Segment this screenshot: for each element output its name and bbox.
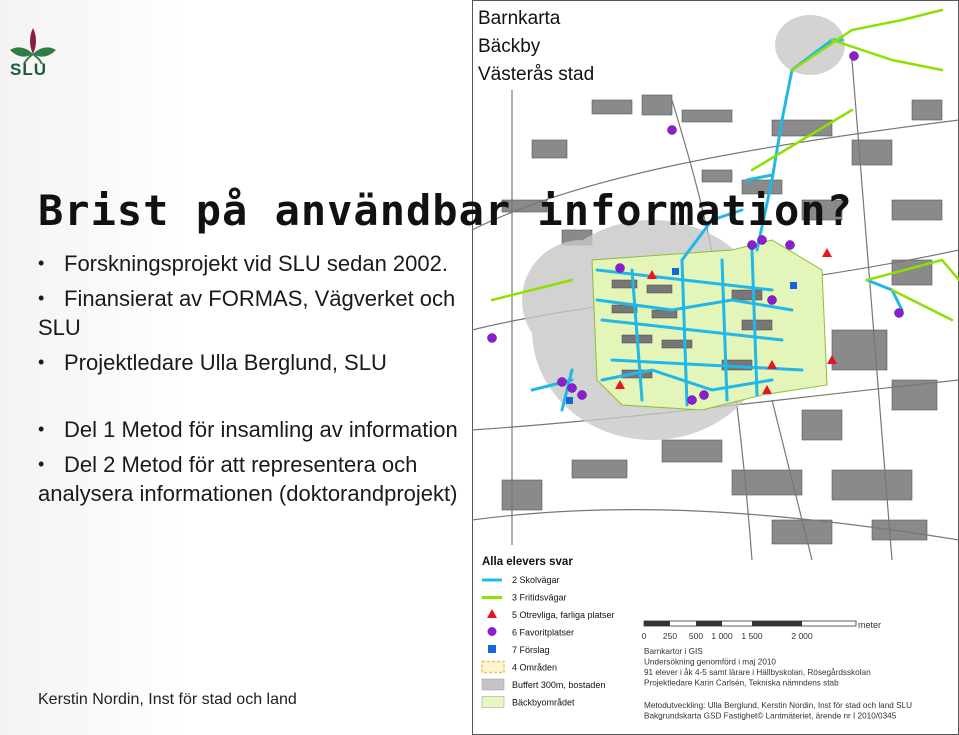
- legend-label: Buffert 300m, bostaden: [512, 680, 606, 690]
- legend-label: 2 Skolvägar: [512, 575, 560, 585]
- legend-label: 3 Fritidsvägar: [512, 592, 567, 603]
- info-line: Projektledare Karin Carlsén, Tekniska nämndens stab: [644, 678, 839, 688]
- scale-unit: meter: [858, 620, 882, 630]
- legend-label: 7 Förslag: [512, 645, 550, 655]
- map-credits: [644, 701, 912, 721]
- footer-author: Kerstin Nordin, Inst för stad och land: [38, 691, 297, 708]
- slide-title: Brist på användbar information?: [38, 186, 853, 235]
- backby-area: [592, 240, 827, 410]
- scale-tick-label: 1 000: [711, 631, 733, 641]
- legend-box-symbol: [482, 679, 504, 690]
- info-line: Undersökning genomförd i maj 2010: [644, 657, 776, 667]
- legend-label: 5 Otrevliga, farliga platser: [512, 610, 615, 620]
- map-header-line-3: Västerås stad: [478, 64, 595, 85]
- legend-label: 6 Favoritplatser: [512, 627, 575, 638]
- scale-tick-label: 500: [688, 631, 704, 641]
- bullet-item: • Finansierat av FORMAS, Vägverket och SLU: [38, 284, 470, 342]
- legend-box-symbol: [482, 697, 504, 708]
- legend-square-symbol: [488, 645, 496, 653]
- children-map: [472, 0, 959, 735]
- bullet-list: [38, 249, 470, 508]
- scale-tick-label: 1 500: [741, 631, 763, 641]
- info-line: 91 elever i åk 4-5 samt lärare i Hällbyskolan, Rösegårdsskolan: [644, 668, 871, 677]
- logo-text: SLU: [10, 60, 47, 79]
- bullet-item: • Del 2 Metod för att representera och analysera informationen (doktorandprojekt): [38, 450, 470, 508]
- credit-line: Bakgrundskarta GSD Fastighet© Lantmäteriet, ärende nr I 2010/0345: [644, 711, 897, 721]
- map-header-line-1: Barnkarta: [478, 8, 561, 29]
- bullet-item: • Forskningsprojekt vid SLU sedan 2002.: [38, 249, 470, 278]
- scale-tick-label: 250: [662, 631, 678, 641]
- scale-tick-label: 2 000: [791, 631, 813, 641]
- info-line: Barnkartor i GIS: [644, 647, 703, 656]
- map-legend: [473, 545, 637, 733]
- legend-label: Bäckbyområdet: [512, 697, 575, 708]
- map-header-line-2: Bäckby: [478, 36, 541, 57]
- legend-circle-symbol: [488, 627, 497, 636]
- bullet-item: • Del 1 Metod för insamling av information: [38, 415, 470, 444]
- legend-title: Alla elevers svar: [482, 556, 573, 568]
- credit-line: Metodutveckling: Ulla Berglund, Kerstin Nordin, Inst för stad och land SLU: [644, 701, 913, 710]
- legend-hatch-symbol: [482, 662, 504, 673]
- scale-tick-label: 0: [641, 631, 647, 641]
- bullet-item: • Projektledare Ulla Berglund, SLU: [38, 348, 470, 377]
- legend-label: 4 Områden: [512, 662, 558, 673]
